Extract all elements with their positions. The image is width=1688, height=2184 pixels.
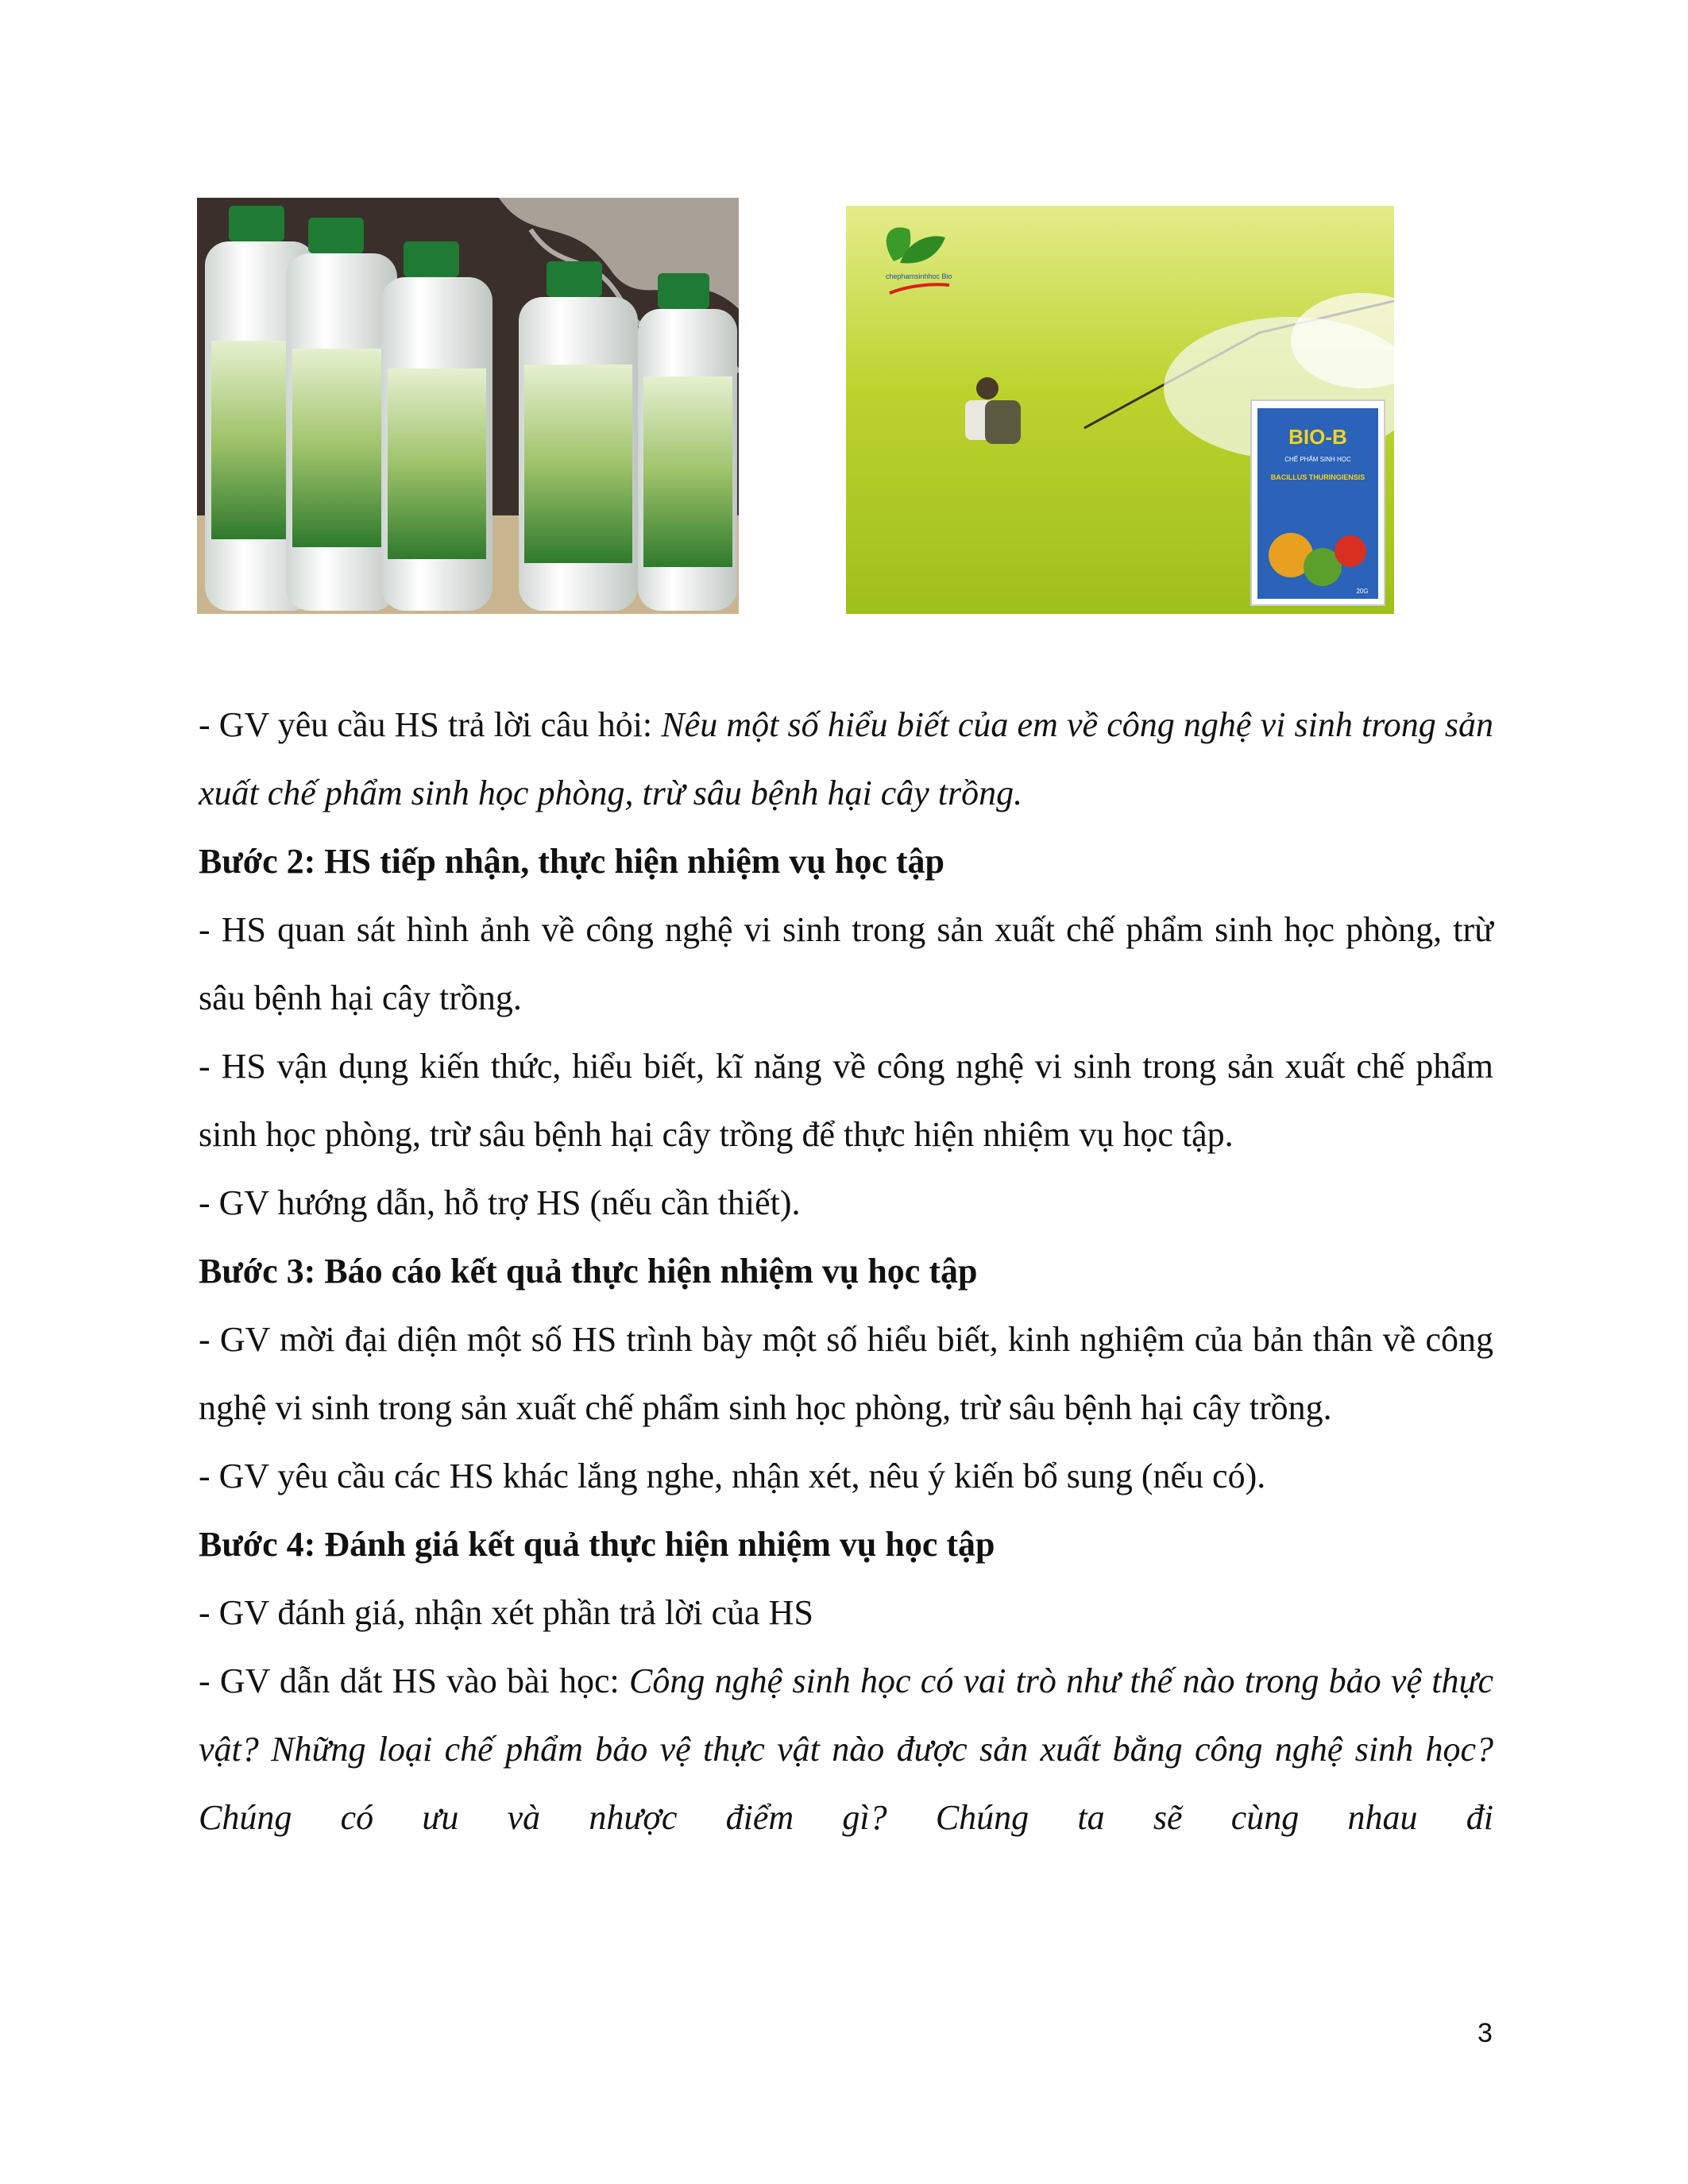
paragraph xyxy=(199,896,1493,1032)
heading-text: Bước 2: HS tiếp nhận, thực hiện nhiệm vụ học tập xyxy=(199,842,944,881)
italic-text: Công nghệ sinh học có vai trò như thế nào trong bảo vệ thực vật? Những loại chế phẩm bảo vệ thực vật nào được sản xuất bằng công nghệ sinh học? Chúng có ưu và nhược điểm gì? Chúng ta sẽ cùng nhau đi xyxy=(199,1661,1493,1837)
photo-rice-field-spraying xyxy=(846,206,1394,614)
italic-text: Nêu một số hiểu biết của em về công nghệ vi sinh trong sản xuất chế phẩm sinh học phòng, trừ sâu bệnh hại cây trồng. xyxy=(199,705,1494,812)
body-text: - GV hướng dẫn, hỗ trợ HS (nếu cần thiết). xyxy=(199,1183,801,1222)
heading-text: Bước 4: Đánh giá kết quả thực hiện nhiệm vụ học tập xyxy=(199,1525,995,1564)
logo-text: chephamsinhhoc Bio xyxy=(886,272,952,280)
body-text: - GV yêu cầu HS trả lời câu hỏi: xyxy=(199,705,662,744)
body-text: - GV dẫn dắt HS vào bài học: xyxy=(199,1661,630,1700)
heading-text: Bước 3: Báo cáo kết quả thực hiện nhiệm vụ học tập xyxy=(199,1252,978,1291)
step-heading xyxy=(199,1237,1493,1306)
body-text: - GV mời đại diện một số HS trình bày một số hiểu biết, kinh nghiệm của bản thân về công nghệ vi sinh trong sản xuất chế phẩm sinh học phòng, trừ sâu bệnh hại cây trồng. xyxy=(199,1320,1493,1427)
paragraph xyxy=(199,1032,1493,1169)
pack-weight: 20G xyxy=(1356,588,1369,595)
page-number: 3 xyxy=(1477,2018,1493,2048)
bottles-illustration xyxy=(197,198,739,614)
product-pack xyxy=(1251,400,1385,605)
photo-biopesticide-bottles xyxy=(197,198,739,614)
paragraph xyxy=(199,1442,1493,1511)
body-text: - GV yêu cầu các HS khác lắng nghe, nhận xét, nêu ý kiến bổ sung (nếu có). xyxy=(199,1457,1266,1495)
paragraph xyxy=(199,1169,1493,1237)
step-heading xyxy=(199,1511,1493,1579)
spraying-illustration xyxy=(846,206,1394,614)
paragraph xyxy=(199,1306,1493,1442)
paragraph xyxy=(199,691,1493,828)
paragraph xyxy=(199,1579,1493,1647)
step-heading xyxy=(199,828,1493,896)
pack-strain: BACILLUS THURINGIENSIS xyxy=(1270,473,1365,481)
body-text: - HS vận dụng kiến thức, hiểu biết, kĩ năng về công nghệ vi sinh trong sản xuất chế phẩm sinh học phòng, trừ sâu bệnh hại cây trồng để thực hiện nhiệm vụ học tập. xyxy=(199,1047,1493,1154)
pack-brand: BIO-B xyxy=(1288,425,1347,449)
body-text: - HS quan sát hình ảnh về công nghệ vi sinh trong sản xuất chế phẩm sinh học phòng, trừ sâu bệnh hại cây trồng. xyxy=(199,910,1493,1017)
paragraph xyxy=(199,1647,1493,1852)
pack-type: CHẾ PHẨM SINH HỌC xyxy=(1284,456,1351,463)
body-text: - GV đánh giá, nhận xét phần trả lời của HS xyxy=(199,1593,813,1632)
document-body xyxy=(199,691,1493,1852)
